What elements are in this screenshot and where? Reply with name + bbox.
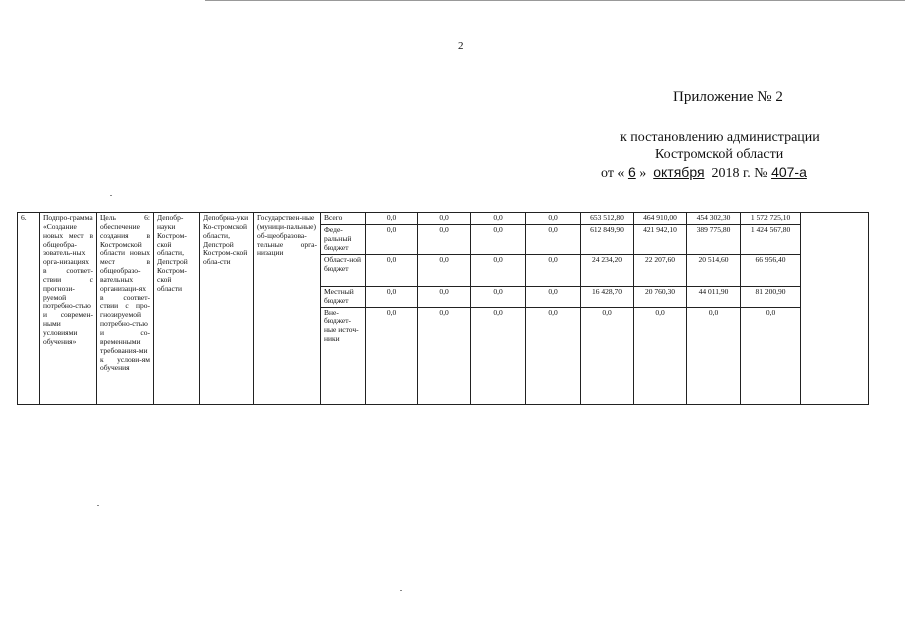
decree-date-line [601, 164, 807, 182]
value-cell: 0,0 [526, 254, 581, 286]
value-cell: 0,0 [471, 254, 526, 286]
value-cell: 0,0 [366, 254, 418, 286]
value-cell: 22 207,60 [634, 254, 687, 286]
value-cell: 0,0 [366, 224, 418, 254]
funding-source-cell: Феде-ральный бюджет [321, 224, 366, 254]
value-cell: 0,0 [471, 286, 526, 307]
goal-cell: Цель 6: обеспечение создания в Костромской области новых мест в общеобразо-вательных организаци-ях в соответ-ствии с про-гнозируемой потребно-стью и со-временными требования-ми к услови-ям обучения [97, 213, 154, 405]
subprogram-cell: Подпро-грамма «Создание новых мест в общеобра-зователь-ных орга-низациях в соответ-ствии с прогнози-руемой потребно-стью и современ-ными условиями обучения» [40, 213, 97, 405]
value-cell: 0,0 [634, 307, 687, 404]
value-cell: 81 200,90 [741, 286, 801, 307]
value-cell: 1 572 725,10 [741, 213, 801, 225]
value-cell: 0,0 [418, 213, 471, 225]
value-cell: 16 428,70 [581, 286, 634, 307]
value-cell: 612 849,90 [581, 224, 634, 254]
value-cell: 0,0 [418, 254, 471, 286]
funding-source-cell: Вне-бюджет-ные источ-ники [321, 307, 366, 404]
value-cell: 0,0 [418, 307, 471, 404]
value-cell: 0,0 [366, 307, 418, 404]
page-number: 2 [458, 40, 464, 52]
appendix-title: Приложение № 2 [673, 89, 783, 105]
funding-source-cell: Всего [321, 213, 366, 225]
scan-speck [97, 505, 99, 506]
value-cell: 464 910,00 [634, 213, 687, 225]
empty-cell [801, 213, 869, 405]
value-cell: 0,0 [418, 224, 471, 254]
value-cell: 20 760,30 [634, 286, 687, 307]
value-cell: 44 011,90 [687, 286, 741, 307]
value-cell: 0,0 [366, 286, 418, 307]
value-cell: 0,0 [471, 213, 526, 225]
scan-speck [110, 195, 112, 196]
value-cell: 0,0 [471, 307, 526, 404]
executor-cell: Депобр-науки Костром-ской области, Депстрой Костром-ской области [154, 213, 200, 405]
date-year: 2018 г. № [711, 166, 768, 181]
date-day: 6 [627, 164, 636, 180]
value-cell: 0,0 [526, 307, 581, 404]
value-cell: 0,0 [526, 224, 581, 254]
funding-source-cell: Област-ной бюджет [321, 254, 366, 286]
value-cell: 1 424 567,80 [741, 224, 801, 254]
row-number-cell: 6. [18, 213, 40, 405]
decree-line-1: к постановлению администрации [620, 130, 820, 145]
value-cell: 421 942,10 [634, 224, 687, 254]
value-cell: 389 775,80 [687, 224, 741, 254]
value-cell: 24 234,20 [581, 254, 634, 286]
value-cell: 66 956,40 [741, 254, 801, 286]
value-cell: 653 512,80 [581, 213, 634, 225]
value-cell: 0,0 [687, 307, 741, 404]
value-cell: 0,0 [418, 286, 471, 307]
value-cell: 20 514,60 [687, 254, 741, 286]
value-cell: 0,0 [471, 224, 526, 254]
scan-edge-line [205, 0, 905, 1]
value-cell: 454 302,30 [687, 213, 741, 225]
date-month: октября [653, 164, 705, 180]
program-table [17, 212, 869, 405]
value-cell: 0,0 [581, 307, 634, 404]
decree-line-2: Костромской области [655, 147, 784, 162]
date-mid: » [639, 166, 647, 181]
scan-speck [400, 590, 402, 591]
value-cell: 0,0 [526, 286, 581, 307]
decree-number: 407-а [771, 164, 807, 180]
table-row [18, 213, 869, 225]
value-cell: 0,0 [741, 307, 801, 404]
coexecutor-cell: Депобрна-уки Ко-стромской области, Депстрой Костром-ской обла-сти [200, 213, 254, 405]
value-cell: 0,0 [526, 213, 581, 225]
value-cell: 0,0 [366, 213, 418, 225]
funding-source-cell: Местный бюджет [321, 286, 366, 307]
date-prefix: от « [601, 166, 625, 181]
recipient-cell: Государствен-ные (муници-пальные) об-щеобразова-тельные орга-низации [254, 213, 321, 405]
